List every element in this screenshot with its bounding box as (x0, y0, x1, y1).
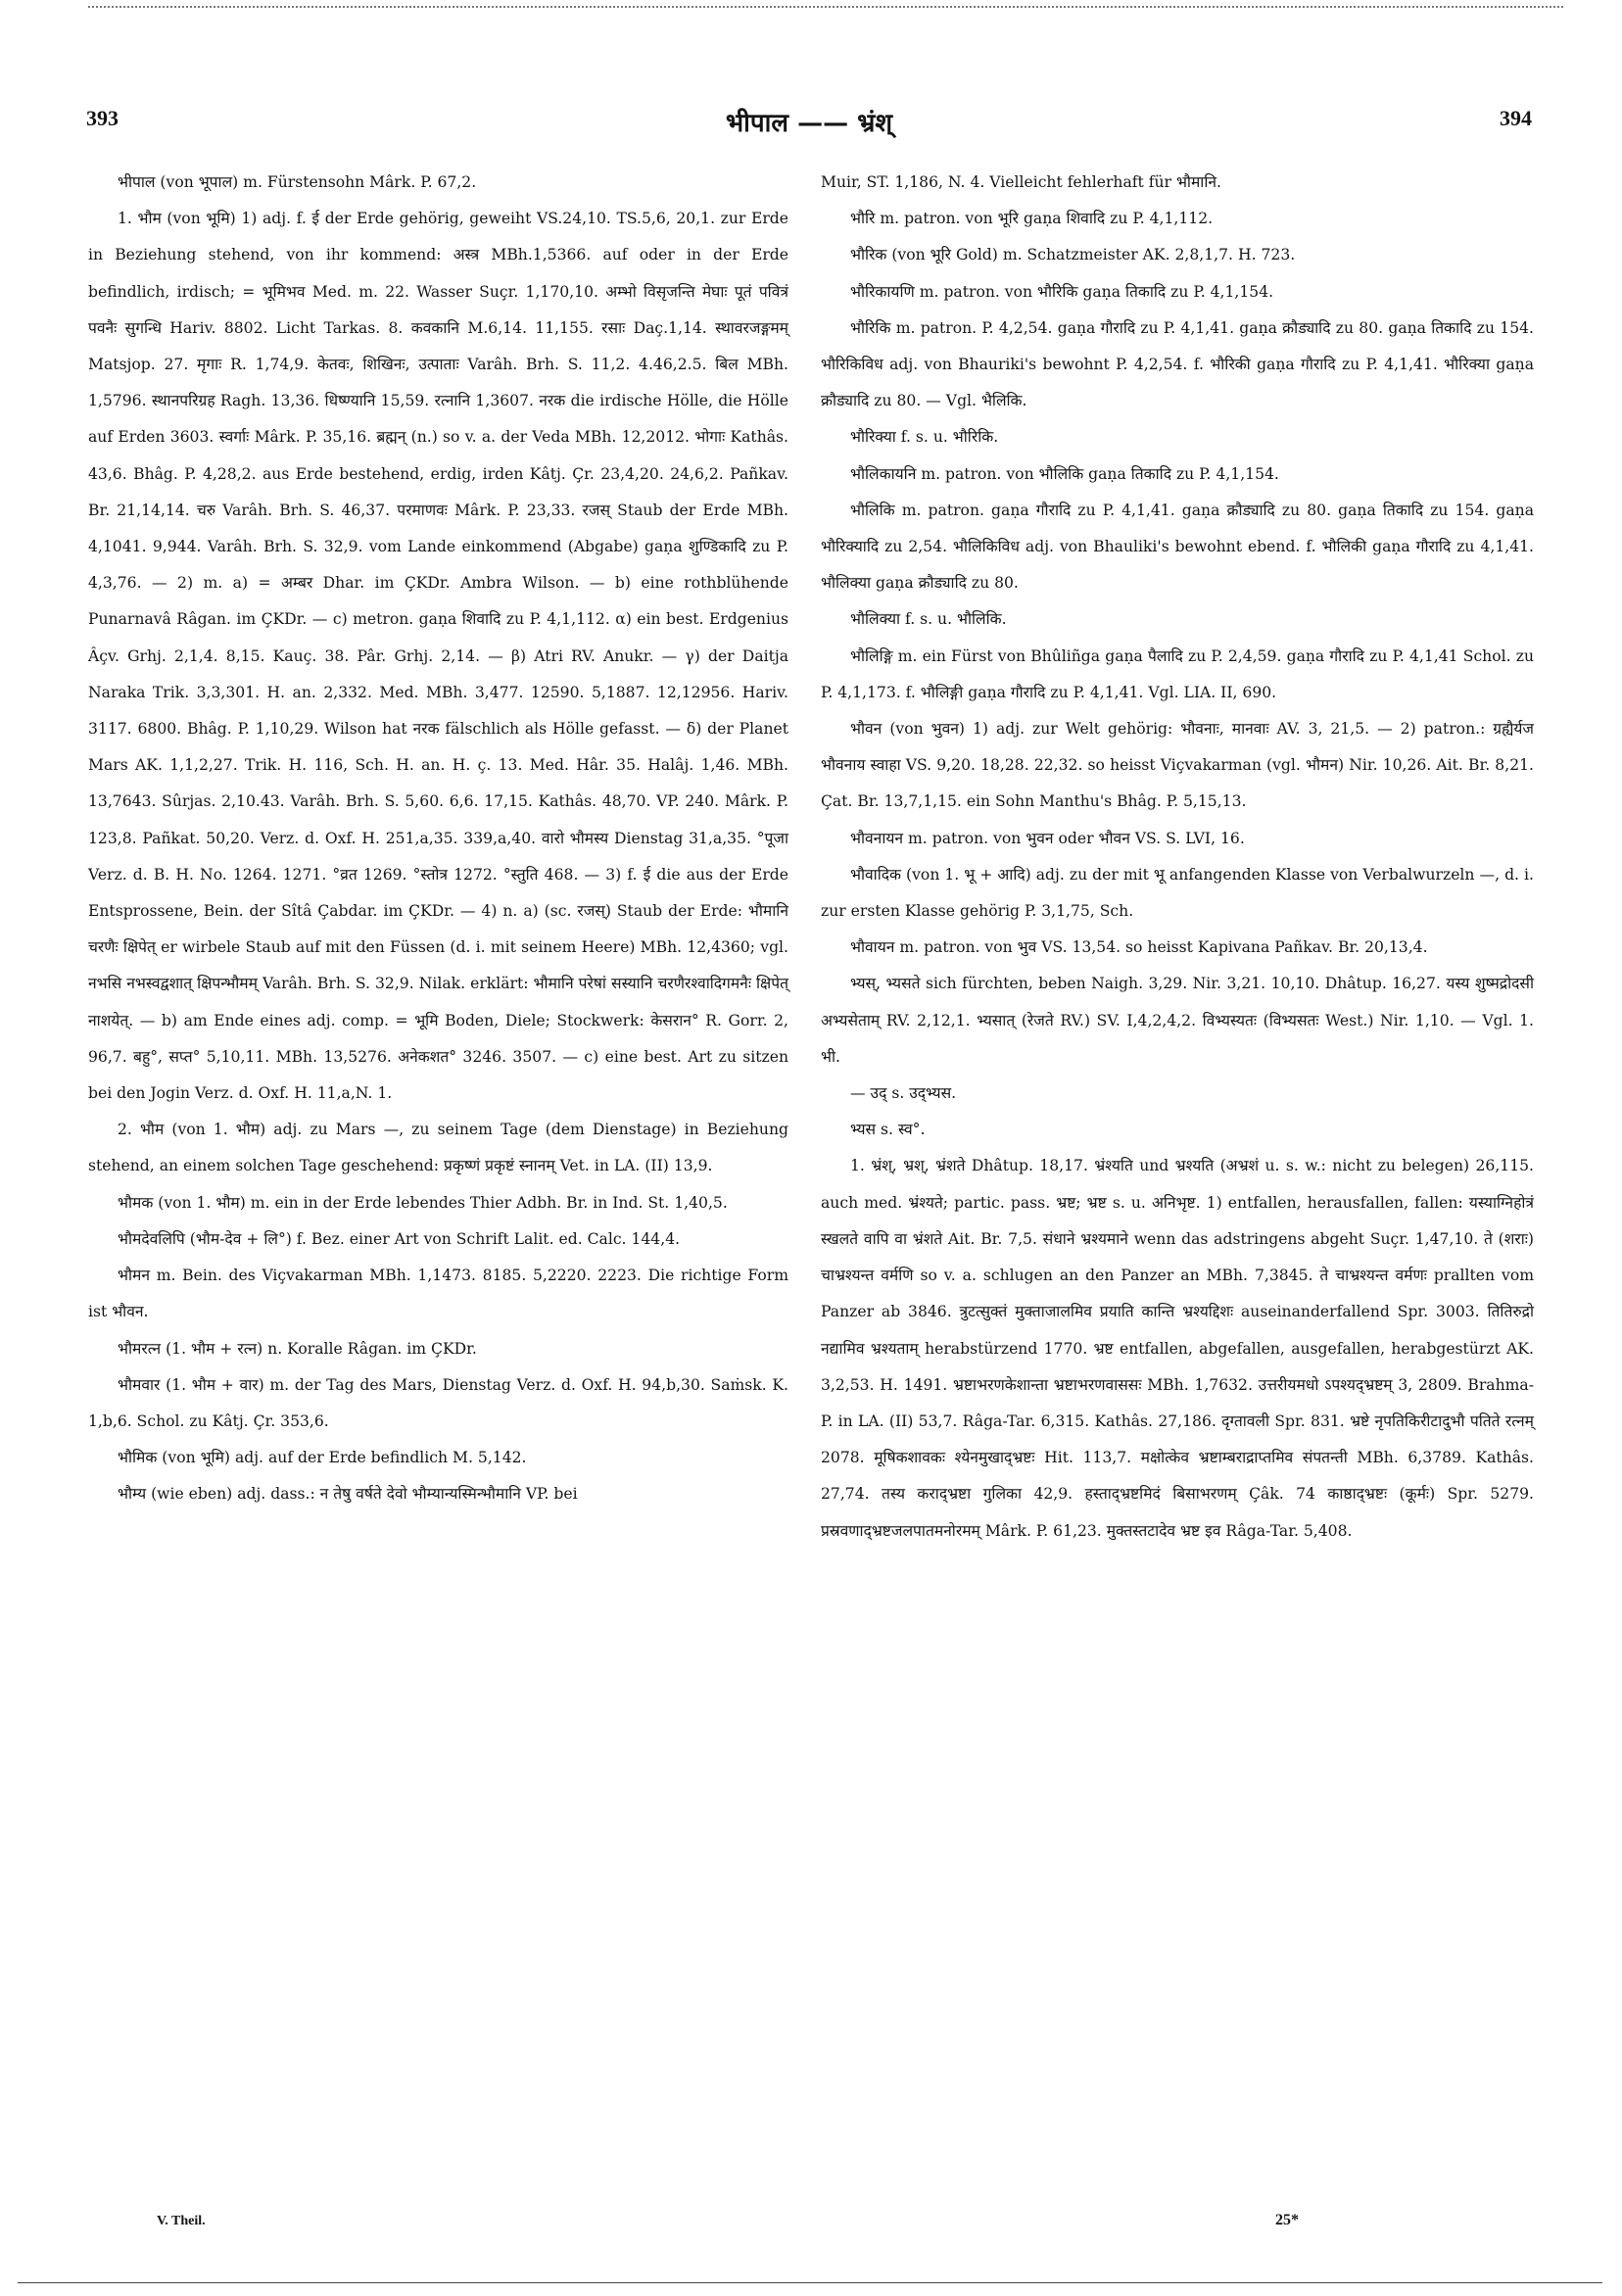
entry-bhaurikya: भौरिक्या f. s. u. भौरिकि. (850, 428, 999, 447)
top-border (88, 6, 1563, 8)
entry-ud: — उद् s. उद्भ्यस. (850, 1084, 957, 1103)
entry-bhaulingi: भौलिङ्गि m. ein Fürst von Bhûliñga gaṇa पैलादि zu P. 2,4,59. gaṇa गौरादि zu P. 4,1,41 Schol. zu P. 4,1,173. f. भौलिङ्गी gaṇa गौरादि zu P. 4,1,41. Vgl. LIA. II, 690. (821, 646, 1534, 701)
entry-bhaumaka: भौमक (von 1. भौम) m. ein in der Erde lebendes Thier Adbh. Br. in Ind. St. 1,40,5. (118, 1193, 728, 1212)
entry-bhaumika: भौमिक (von भूमि) adj. auf der Erde befindlich M. 5,142. (118, 1449, 527, 1467)
entry-bhauvadika: भौवादिक (von 1. भू + आदि) adj. zu der mit भू anfangenden Klasse von Verbalwurzeln —, d. i. zur ersten Klasse gehörig P. 3,1,75, Sch. (821, 865, 1534, 921)
volume-signature: V. Theil. (157, 2214, 206, 2228)
entry-bhauma-1: 1. भौम (von भूमि) 1) adj. f. ई der Erde gehörig, geweiht VS.24,10. TS.5,6, 20,1. zur Erde in Beziehung stehend, von ihr kommend: अस्त्र MBh.1,5366. auf oder in der Erde befindlich, irdisch; = भूमिभव Med. m. 22. Wasser Suçr. 1,170,10. अम्भो विसृजन्ति मेघाः पूतं पवित्रं पवनैः सुगन्धि Hariv. 8802. Licht Tarkas. 8. कवकानि M.6,14. 11,155. रसाः Daç.1,14. स्थावरजङ्गमम् Matsjop. 27. मृगाः R. 1,74,9. केतवः, शिखिनः, उत्पाताः Varâh. Brh. S. 11,2. 4.46,2.5. बिल MBh. 1,5796. स्थानपरिग्रह Ragh. 13,36. धिष्ण्यानि 15,59. रत्नानि 1,3607. नरक die irdische Hölle, die Hölle auf Erden 3603. स्वर्गाः Mârk. P. 35,16. ब्रह्मन् (n.) so v. a. der Veda MBh. 12,2012. भोगाः Kathâs. 43,6. Bhâg. P. 4,28,2. aus Erde bestehend, erdig, irden Kâtj. Çr. 23,4,20. 24,6,2. Pañkav. Br. 21,14,14. चरु Varâh. Brh. S. 46,37. परमाणवः Mârk. P. 23,33. रजस् Staub der Erde MBh. 4,1041. 9,944. Varâh. Brh. S. 32,9. vom Lande einkommend (Abgabe) gaṇa शुण्डिकादि zu P. 4,3,76. — 2) m. a) = अम्बर Dhar. im ÇKDr. Ambra Wilson. — b) eine rothblühende Punarnavâ Râgan. im ÇKDr. — c) metron. gaṇa शिवादि zu P. 4,1,112. α) ein best. Erdgenius Âçv. Grhj. 2,1,4. 8,15. Kauç. 38. Pâr. Grhj. 2,14. — β) Atri RV. Anukr. — γ) der Daitja Naraka Trik. 3,3,301. H. an. 2,332. Med. MBh. 3,477. 12590. 5,1887. 12,12956. Hariv. 3117. 6800. Bhâg. P. 1,10,29. Wilson hat नरक fälschlich als Hölle gefasst. — δ) der Planet Mars AK. 1,1,2,27. Trik. H. 116, Sch. H. an. H. ç. 13. Med. Hâr. 35. Halâj. 1,46. MBh. 13,7643. Sûrjas. 2,10.43. Varâh. Brh. S. 5,60. 6,6. 17,15. Kathâs. 48,70. VP. 240. Mârk. P. 123,8. Pañkat. 50,20. Verz. d. Oxf. H. 251,a,35. 339,a,40. वारो भौमस्य Dienstag 31,a,35. °पूजा Verz. d. B. H. No. 1264. 1271. °व्रत 1269. °स्तोत्र 1272. °स्तुति 468. — 3) f. ई die aus der Erde Entsprossene, Bein. der Sîtâ Çabdar. im ÇKDr. — 4) n. a) (sc. रजस्) Staub der Erde: भौमानि चरणैः क्षिपेत् er wirbele Staub auf mit den Füssen (d. i. mit seinem Heere) MBh. 12,4360; vgl. नभसि नभस्वद्वशात् क्षिपन्भौमम् Varâh. Brh. S. 32,9. Nilak. erklärt: भौमानि परेषां सस्यानि चरणैरश्वादिगमनैः क्षिपेत् नाशयेत्. — b) am Ende eines adj. comp. = भूमि Boden, Diele; Stockwerk: केसरान° R. Gorr. 2, 96,7. बहु°, सप्त° 5,10,11. MBh. 13,5276. अनेकशत° 3246. 3507. — c) eine best. Art zu sitzen bei den Jogin Verz. d. Oxf. H. 11,a,N. 1. (88, 210, 788, 1103)
entry-bhaurikayani: भौरिकायणि m. patron. von भौरिकि gaṇa तिकादि zu P. 4,1,154. (850, 282, 1274, 301)
entry-bhauriki: भौरिकि m. patron. P. 4,2,54. gaṇa गौरादि zu P. 4,1,41. gaṇa क्रौड्यादि zu 80. gaṇa तिकादि zu 154. भौरिकिविध adj. von Bhauriki's bewohnt P. 4,2,54. f. भौरिकी gaṇa गौरादि zu P. 4,1,41. भौरिक्या gaṇa क्रौड्यादि zu 80. — Vgl. भैलिकि. (821, 318, 1534, 410)
entry-bhauvanayana: भौवनायन m. patron. von भुवन oder भौवन VS. S. LVI, 16. (850, 829, 1245, 847)
entry-bhauvayana: भौवायन m. patron. von भुव VS. 13,54. so heisst Kapivana Pañkav. Br. 20,13,4. (850, 938, 1428, 957)
page-header (86, 106, 1532, 141)
entry-bhaumaratna: भौमरत्न (1. भौम + रत्न) n. Koralle Râgan. im ÇKDr. (118, 1339, 477, 1358)
entry-bhauma-2: 2. भौम (von 1. भौम) adj. zu Mars —, zu seinem Tage (dem Dienstage) in Beziehung stehend, an einem solchen Tage geschehend: प्रकृष्णं प्रकृष्टं स्नानम् Vet. in LA. (II) 13,9. (88, 1121, 788, 1175)
entry-bhaumadevalipi: भौमदेवलिपि (भौम-देव + लि°) f. Bez. einer Art von Schrift Lalit. ed. Calc. 144,4. (118, 1229, 681, 1248)
entry-bhyasa: भ्यस s. स्व°. (850, 1121, 926, 1139)
entry-bhaumana: भौमन m. Bein. des Viçvakarman MBh. 1,1473. 8185. 5,2220. 2223. Die richtige Form ist भौवन. (88, 1267, 788, 1321)
entry-continuation: Muir, ST. 1,186, N. 4. Vielleicht fehlerhaft für भौमानि. (821, 173, 1221, 191)
entry-bhramsh: 1. भ्रंश्, भ्रश्, भ्रंशते Dhâtup. 18,17. भ्रंश्यति und भ्रश्यति (अभ्रशं u. s. w.: nicht zu belegen) 26,115. auch med. भ्रंश्यते; partic. pass. भ्रष्ट; भ्रष्ट s. u. अनिभृष्ट. 1) entfallen, herausfallen, fallen: यस्याग्निहोत्रं स्खलते वापि वा भ्रंशते Ait. Br. 7,5. संधाने भ्रश्यमाने wenn das adstringens abgeht Suçr. 1,47,10. ते (शराः) चाभ्रश्यन्त वर्मणि so v. a. schlugen an den Panzer an MBh. 7,3845. ते चाभ्रश्यन्त वर्मणः prallten vom Panzer ab 3846. त्रुटत्सुक्तं मुक्ताजालमिव प्रयाति कान्ति भ्रश्यद्दिशः auseinanderfallend Spr. 3003. तितिरुद्रो नद्यामिव भ्रश्यताम् herabstürzend 1770. भ्रष्ट entfallen, abgefallen, ausgefallen, herabgestürzt AK. 3,2,53. H. 1491. भ्रष्टाभरणकेशान्ता भ्रष्टाभरणवाससः MBh. 1,7632. उत्तरीयमधो ऽपश्यद्भ्रष्टम् 3, 2809. Brahma-P. in LA. (II) 53,7. Râga-Tar. 6,315. Kathâs. 27,186. दृग्तावली Spr. 831. भ्रष्टे नृपतिकिरीटादुभौ पतिते रत्नम् 2078. मूषिकशावकः श्येनमुखाद्भ्रष्टः Hit. 113,7. मक्षोत्केव भ्रष्टाम्बराद्राप्तमिव संपतन्ती MBh. 6,3789. Kathâs. 27,74. तस्य कराद्भ्रष्टा गुलिका 42,9. हस्ताद्भ्रष्टमिदं बिसाभरणम् Çâk. 74 काष्ठाद्भ्रष्टः (कूर्मः) Spr. 5279. प्रस्रवणाद्भ्रष्टजलपातमनोरमम् Mârk. P. 61,23. मुक्तस्तटादेव भ्रष्ट इव Râga-Tar. 5,408. (821, 1157, 1534, 1540)
entry-bhauliki: भौलिकि m. patron. gaṇa गौरादि zu P. 4,1,41. gaṇa क्रौड्यादि zu 80. gaṇa तिकादि zu 154. gaṇa भौरिक्यादि zu 2,54. भौलिकिविध adj. von Bhauliki's bewohnt ebend. f. भौलिकी gaṇa गौरादि zu 4,1,41. भौलिक्या gaṇa क्रौड्यादि zu 80. (821, 501, 1534, 593)
entry-bhaumya: भौम्य (wie eben) adj. dass.: न तेषु वर्षते देवो भौम्यान्यस्मिन्भौमानि VP. bei (118, 1485, 578, 1504)
entry-bhaulikya: भौलिक्या f. s. u. भौलिकि. (850, 610, 1007, 629)
entry-bhaulikayani: भौलिकायनि m. patron. von भौलिकि gaṇa तिकादि zu P. 4,1,154. (850, 464, 1279, 483)
right-column (821, 165, 1534, 1550)
page-number-right: 394 (1500, 106, 1532, 130)
left-column (88, 165, 788, 1513)
entry-bhaumavara: भौमवार (1. भौम + वार) m. der Tag des Mars, Dienstag Verz. d. Oxf. H. 94,b,30. Saṁsk. K. 1,b,6. Schol. zu Kâtj. Çr. 353,6. (88, 1375, 788, 1430)
entry-bhyas: भ्यस्, भ्यसते sich fürchten, beben Naigh. 3,29. Nir. 3,21. 10,10. Dhâtup. 16,27. यस्य शुष्मद्रोदसी अभ्यसेताम् RV. 2,12,1. भ्यसात् (रेजते RV.) SV. I,4,2,4,2. विभ्यस्यतः (विभ्यसतः West.) Nir. 1,10. — Vgl. 1. भी. (821, 975, 1534, 1066)
bottom-border (18, 2282, 1602, 2283)
entry-bhaurika: भौरिक (von भूरि Gold) m. Schatzmeister AK. 2,8,1,7. H. 723. (850, 246, 1296, 264)
entry-bhauvana: भौवन (von भुवन) 1) adj. zur Welt gehörig: भौवनाः, मानवाः AV. 3, 21,5. — 2) patron.: ग्रह्यैर्यज भौवनाय स्वाहा VS. 9,20. 18,28. 22,32. so heisst Viçvakarman (vgl. भौमन) Nir. 10,26. Ait. Br. 8,21. Çat. Br. 13,7,1,15. ein Sohn Manthu's Bhâg. P. 5,15,13. (821, 720, 1534, 811)
sheet-number: 25* (1275, 2212, 1299, 2228)
page-number-left: 393 (86, 106, 119, 130)
entry-bhaipala: भीपाल (von भूपाल) m. Fürstensohn Mârk. P. 67,2. (118, 173, 477, 191)
entry-bhauri: भौरि m. patron. von भूरि gaṇa शिवादि zu P. 4,1,112. (850, 210, 1214, 228)
running-title: भीपाल —— भ्रंश् (725, 109, 893, 138)
